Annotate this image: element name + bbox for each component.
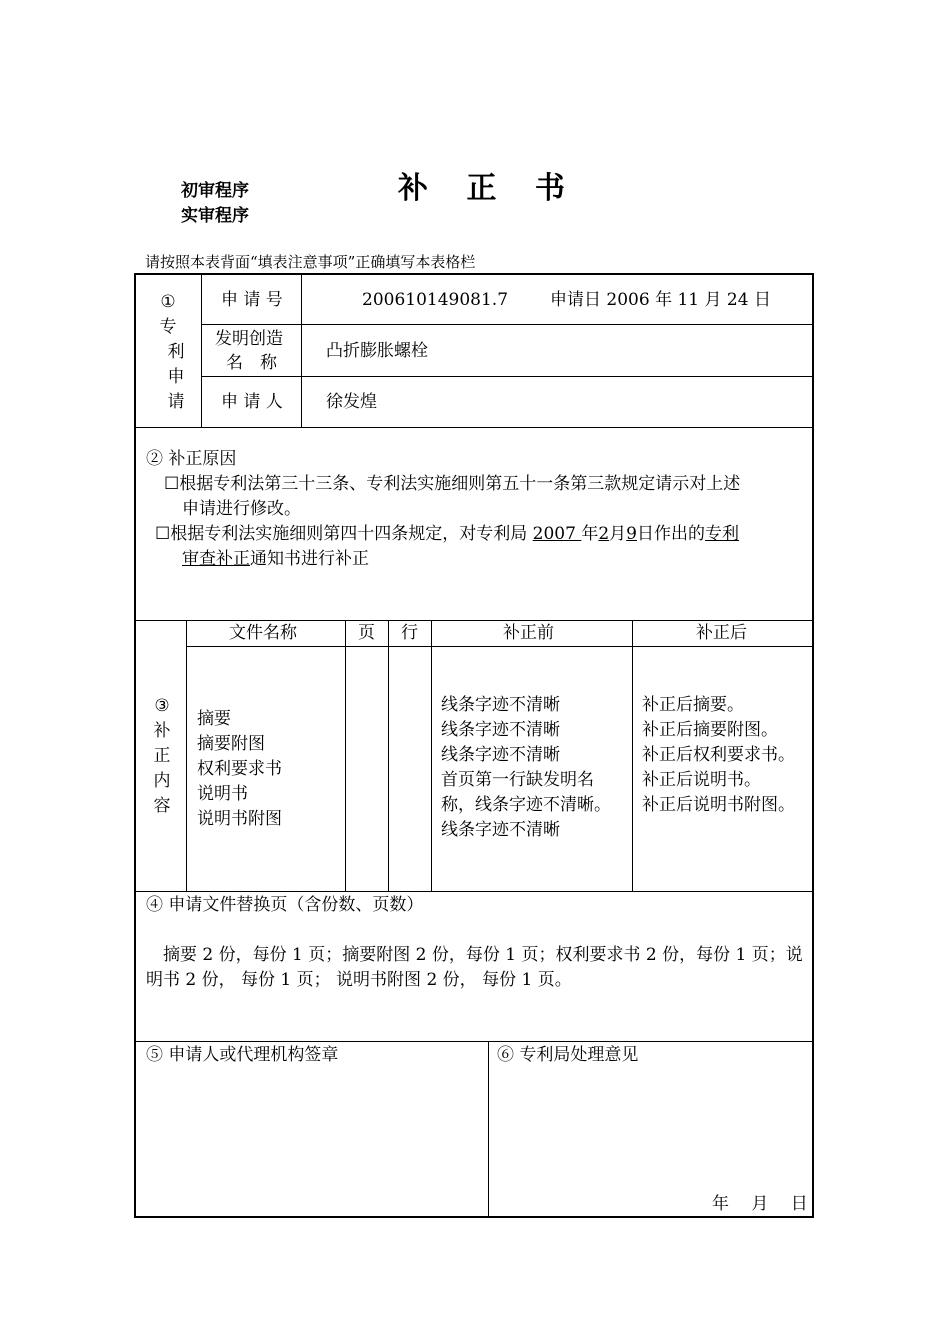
divider-s3-file: [345, 620, 346, 891]
application-number-label: 申 请 号: [221, 290, 283, 310]
file-name: 权利要求书: [197, 759, 282, 779]
divider-s1-col2: [301, 275, 302, 427]
before-text: 线条字迹不清晰: [441, 720, 560, 740]
divider-s3-before: [632, 620, 633, 891]
applicant-value: 徐发煌: [326, 392, 377, 412]
file-name: 说明书: [197, 784, 248, 804]
divider-s1-row2: [201, 376, 812, 377]
divider-s3-page: [388, 620, 389, 891]
before-text: 线条字迹不清晰: [441, 745, 560, 765]
reason-item-2: [155, 522, 739, 547]
section3-label-char: 补: [153, 721, 171, 741]
reason-item-2-suffix: 通知书进行补正: [250, 549, 369, 569]
section1-number: ①: [160, 292, 176, 312]
notice-year-unit: 年: [581, 524, 599, 544]
section1-label-char: 申: [167, 367, 185, 387]
divider-section4-bottom: [136, 1041, 812, 1042]
notice-year: 2007: [532, 524, 582, 544]
invention-name-label: 发明创造: [215, 329, 283, 349]
divider-section3-bottom: [136, 891, 812, 892]
before-text: 线条字迹不清晰: [441, 820, 560, 840]
divider-s1-row1: [201, 324, 812, 325]
procedure-label-substantive: 实审程序: [181, 206, 249, 226]
notice-type-1: 专利: [704, 524, 739, 544]
section3-label-char: 容: [153, 796, 171, 816]
column-header-page: 页: [358, 623, 375, 643]
divider-s3-header: [186, 646, 812, 647]
notice-month: 2: [598, 524, 610, 544]
section3-number: ③: [154, 696, 170, 716]
divider-s1-col1: [201, 275, 202, 427]
after-text: 补正后说明书附图。: [642, 795, 795, 815]
file-name: 摘要附图: [197, 734, 265, 754]
page-title: 补 正 书: [398, 171, 579, 206]
replacement-pages-line2: 明书 2 份， 每份 1 页； 说明书附图 2 份， 每份 1 页。: [146, 970, 572, 990]
notice-type-2: 审查补正: [182, 549, 250, 569]
after-text: 补正后摘要。: [642, 695, 744, 715]
application-number: 200610149081.7: [362, 290, 509, 310]
section1-label-char: 请: [167, 392, 185, 412]
procedure-label-preliminary: 初审程序: [181, 181, 249, 201]
reason-item-2-prefix: ☐根据专利法实施细则第四十四条规定，对专利局: [155, 524, 533, 544]
notice-month-unit: 月: [609, 524, 627, 544]
section3-label-char: 内: [153, 771, 171, 791]
before-text: 称，线条字迹不清晰。: [441, 795, 611, 815]
section3-label-char: 正: [153, 746, 171, 766]
section1-label-char: 利: [167, 342, 185, 362]
divider-s3-label: [186, 620, 187, 891]
reason-item-2-cont: [182, 547, 369, 572]
form-instruction: 请按照本表背面“填表注意事项”正确填写本表格栏: [145, 253, 476, 271]
before-text: 首页第一行缺发明名: [441, 770, 594, 790]
column-header-line: 行: [401, 623, 418, 643]
column-header-file: 文件名称: [229, 623, 297, 643]
section6-heading: ⑥ 专利局处理意见: [497, 1045, 639, 1065]
file-name: 说明书附图: [197, 809, 282, 829]
section1-label-char: 专: [159, 317, 177, 337]
section4-heading: ④ 申请文件替换页（含份数、页数）: [146, 895, 424, 915]
notice-day: 9: [626, 524, 637, 544]
application-date: 申请日 2006 年 11 月 24 日: [550, 290, 771, 310]
divider-s5-s6: [488, 1041, 489, 1216]
reason-item-1-cont: 申请进行修改。: [182, 499, 301, 519]
column-header-before: 补正前: [503, 623, 554, 643]
divider-s3-line: [431, 620, 432, 891]
applicant-label: 申 请 人: [221, 392, 283, 412]
file-name: 摘要: [197, 709, 231, 729]
before-text: 线条字迹不清晰: [441, 695, 560, 715]
after-text: 补正后摘要附图。: [642, 720, 778, 740]
notice-day-unit: 日作出的: [636, 524, 705, 544]
processing-date-line: 年 月 日: [712, 1194, 808, 1214]
reason-item-1: ☐根据专利法第三十三条、专利法实施细则第五十一条第三款规定请示对上述: [164, 474, 741, 494]
invention-name-label-2: 名 称: [226, 353, 277, 373]
after-text: 补正后说明书。: [642, 770, 761, 790]
invention-name-value: 凸折膨胀螺栓: [326, 341, 428, 361]
after-text: 补正后权利要求书。: [642, 745, 795, 765]
section2-heading: ② 补正原因: [146, 449, 237, 469]
divider-section1-bottom: [136, 427, 812, 428]
replacement-pages-line1: 摘要 2 份，每份 1 页；摘要附图 2 份，每份 1 页；权利要求书 2 份，每份 1 页；说: [146, 945, 803, 965]
form-table: [134, 273, 814, 1218]
section5-heading: ⑤ 申请人或代理机构签章: [146, 1045, 339, 1065]
column-header-after: 补正后: [696, 623, 747, 643]
